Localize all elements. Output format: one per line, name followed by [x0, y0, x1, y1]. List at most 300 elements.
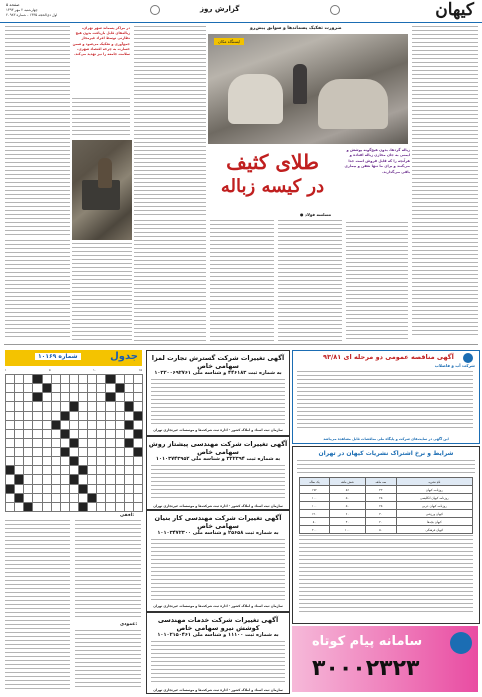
crossword-cell [125, 475, 134, 484]
crossword-title: جدول [110, 351, 138, 362]
crossword-cell [43, 384, 52, 393]
crossword-cell [33, 439, 42, 448]
sack-shape [228, 74, 283, 124]
crossword-cell [52, 439, 61, 448]
crossword-cell [116, 475, 125, 484]
crossword-cell [134, 421, 143, 430]
water-logo-icon [463, 353, 473, 363]
crossword-cell [15, 393, 24, 402]
crossword-cell [70, 485, 79, 494]
crossword-cell [106, 466, 115, 475]
main-photo [208, 34, 408, 144]
crossword-cell [33, 448, 42, 457]
rates-text [299, 535, 473, 615]
table-cell: ۴۳ [366, 486, 397, 494]
crossword-cell [6, 466, 15, 475]
table-row [300, 502, 473, 510]
table-row [300, 510, 473, 518]
table-cell: کیهان بچه‌ها [396, 518, 472, 526]
ad-footer: سازمان ثبت اسناد و املاک کشور - اداره ثبت شرکت‌ها و موسسات غیرتجاری تهران [153, 604, 283, 608]
crossword-cell [88, 448, 97, 457]
rates-text [297, 460, 475, 474]
crossword-cell [6, 375, 15, 384]
crossword-cell [33, 475, 42, 484]
crossword-cell [97, 375, 106, 384]
sack-shape [318, 79, 388, 129]
dumpster-photo [72, 140, 132, 240]
ad-subtitle: به شماره ثبت ۳۲۲۳۹۴ و شناسه ملی ۱۰۱۰۳۷۴۳۹۵۲ [155, 456, 281, 462]
crossword-cell [134, 412, 143, 421]
crossword-cell [97, 439, 106, 448]
crossword-cell [97, 393, 106, 402]
table-header-row [300, 478, 473, 486]
crossword-banner [5, 350, 142, 366]
banner-text: سامانه پیام کوتاه [312, 634, 423, 649]
crossword-cell [6, 457, 15, 466]
crossword-cell [106, 494, 115, 503]
crossword-cell [79, 375, 88, 384]
ad-title: آگهی تغییرات شرکت مهندسی پیشتاز روش سهامی خاص [148, 440, 288, 456]
crossword-cell [134, 384, 143, 393]
clues-text [75, 630, 141, 690]
photo-badge: ایستگاه مکان [214, 38, 244, 45]
crossword-cell [70, 457, 79, 466]
divider [4, 344, 478, 345]
highlight-box [72, 26, 130, 96]
table-header-cell: یک ساله [300, 478, 330, 486]
crossword-cell [116, 494, 125, 503]
tender-text [297, 371, 473, 431]
crossword-cell [61, 384, 70, 393]
crossword-cell [24, 485, 33, 494]
table-cell: ۱۰۰ [300, 502, 330, 510]
crossword-cell [6, 384, 15, 393]
crossword-cell [134, 393, 143, 402]
crossword-cell [88, 384, 97, 393]
col-number: ۱۵ [138, 368, 142, 372]
crossword-cell [15, 475, 24, 484]
crossword-cell [125, 448, 134, 457]
table-cell: ۲۵ [366, 494, 397, 502]
crossword-cell [24, 375, 33, 384]
crossword-cell [116, 384, 125, 393]
crossword-cell [61, 448, 70, 457]
crossword-cell [33, 384, 42, 393]
table-header-cell: نام نشریه [396, 478, 472, 486]
ad-text [151, 465, 285, 501]
table-cell: روزنامه کیهان [396, 486, 472, 494]
crossword-cell [88, 439, 97, 448]
ad-subtitle: به شماره ثبت ۲۵۶۵۸ و شناسه ملی ۱۰۱۰۳۴۷۲۳۰۰ [157, 530, 279, 536]
crossword-cell [79, 475, 88, 484]
crossword-cell [33, 457, 42, 466]
ad-footer: سازمان ثبت اسناد و املاک کشور - اداره ثبت شرکت‌ها و موسسات غیرتجاری تهران [153, 688, 283, 692]
crossword-cell [134, 494, 143, 503]
crossword-cell [70, 402, 79, 411]
crossword-cell [43, 402, 52, 411]
table-cell: ۴۰ [329, 518, 365, 526]
highlight-text: در مراکز پسماند شهر تهران، زباله‌های قابل بازیافت بدون هیچ نظارتی توسط افراد غیرمجاز جمع‌آوری و تفکیک می‌شود و ضمن خسارت به چرخه اقتصاد شهری، سلامت جامعه را نیز تهدید می‌کند. [72, 26, 130, 57]
crossword-cell [52, 503, 61, 512]
table-row [300, 486, 473, 494]
crossword-cell [134, 375, 143, 384]
crossword-cell [61, 375, 70, 384]
crossword-cell [70, 494, 79, 503]
table-cell: ۲۵ [366, 502, 397, 510]
compass-icon [150, 5, 160, 15]
banner-number: ۳۰۰۰۲۳۲۳ [312, 656, 420, 681]
crossword-cell [97, 475, 106, 484]
crossword-cell [106, 412, 115, 421]
page-number: صفحه ۵ [6, 2, 20, 7]
crossword-cell [97, 402, 106, 411]
table-cell: ۲۰۰ [300, 526, 330, 534]
crossword-cell [125, 485, 134, 494]
crossword-cell [6, 430, 15, 439]
crossword-cell [15, 457, 24, 466]
table-cell: ۸۰ [300, 518, 330, 526]
col-number: ۱۰ [93, 368, 97, 372]
issue-line: اول ذی‌الحجه ۱۴۳۵ - شماره ۲۰۹۸۳ [6, 13, 58, 17]
table-cell: ۱۰۰ [329, 526, 365, 534]
crossword-cell [15, 384, 24, 393]
clues-text [75, 520, 141, 620]
crossword-numbers [5, 368, 142, 373]
table-cell: ۸۶ [329, 486, 365, 494]
crossword-cell [97, 503, 106, 512]
headline-line1: طلای کثیف [226, 150, 319, 174]
crossword-cell [88, 475, 97, 484]
pull-quote [340, 148, 410, 218]
crossword-cell [116, 412, 125, 421]
crossword-cell [61, 412, 70, 421]
crossword-cell [24, 412, 33, 421]
rates-box [292, 446, 480, 624]
crossword-cell [97, 384, 106, 393]
crossword-cell [24, 402, 33, 411]
crossword-cell [61, 503, 70, 512]
crossword-cell [52, 485, 61, 494]
crossword-cell [15, 503, 24, 512]
tender-org: شرکت آب و فاضلاب [434, 363, 475, 368]
text-column [134, 220, 206, 342]
crossword-cell [61, 439, 70, 448]
crossword-cell [106, 430, 115, 439]
crossword-cell [79, 448, 88, 457]
table-cell: کیهان ورزشی [396, 510, 472, 518]
logo-icon [450, 632, 472, 654]
byline: ● مسلسه فولاد [300, 212, 332, 217]
ad-footer: سازمان ثبت اسناد و املاک کشور - اداره ثبت شرکت‌ها و موسسات غیرتجاری تهران [153, 428, 283, 432]
pull-quote-text: زباله گردها، بدون هیچ‌گونه پوشش و ایمنی به جان مخازن زباله افتاده و هرآنچه را که قابل فروش است جدا می‌کنند و برای ما تنها تعفن و بیماری باقی می‌گذارند. [344, 148, 410, 174]
crossword-cell [97, 430, 106, 439]
crossword-cell [43, 412, 52, 421]
clues-text [5, 520, 70, 690]
crossword-cell [6, 503, 15, 512]
crossword-cell [70, 466, 79, 475]
crossword-cell [15, 439, 24, 448]
crossword-cell [70, 430, 79, 439]
crossword-cell [61, 393, 70, 402]
crossword-cell [79, 466, 88, 475]
crossword-cell [125, 412, 134, 421]
crossword-cell [97, 494, 106, 503]
ad-title: آگهی تغییرات شرکت گسترش تجارت لمزا سهامی خاص [151, 354, 285, 370]
rates-table [299, 477, 473, 534]
crossword-cell [88, 421, 97, 430]
crossword-cell [125, 393, 134, 402]
crossword-cell [43, 494, 52, 503]
crossword-cell [43, 448, 52, 457]
crossword-cell [97, 421, 106, 430]
crossword-cell [52, 421, 61, 430]
crossword-cell [6, 402, 15, 411]
crossword-cell [6, 393, 15, 402]
crossword-cell [106, 503, 115, 512]
crossword-cell [125, 421, 134, 430]
crossword-cell [116, 448, 125, 457]
crossword-cell [52, 448, 61, 457]
logo: کیهان [435, 0, 474, 20]
table-cell: ۵۰ [366, 526, 397, 534]
crossword-number: شماره ۱۰۱۶۹ [35, 353, 81, 360]
crossword-cell [24, 430, 33, 439]
crossword-cell [116, 503, 125, 512]
crossword-cell [88, 466, 97, 475]
crossword-cell [70, 503, 79, 512]
ad-footer: سازمان ثبت اسناد و املاک کشور - اداره ثبت شرکت‌ها و موسسات غیرتجاری تهران [153, 504, 283, 508]
crossword-cell [125, 430, 134, 439]
crossword-cell [15, 466, 24, 475]
crossword-cell [125, 457, 134, 466]
crossword-cell [79, 384, 88, 393]
ad-box [146, 612, 290, 694]
crossword-cell [79, 503, 88, 512]
table-row [300, 526, 473, 534]
crossword-cell [24, 475, 33, 484]
ad-text [151, 379, 285, 425]
tender-note: این آگهی در سایت‌های شرکت و پایگاه ملی مناقصات قابل مشاهده می‌باشد [323, 437, 449, 441]
crossword-cell [52, 466, 61, 475]
table-cell: ۲۰ [366, 518, 397, 526]
crossword-cell [79, 402, 88, 411]
crossword-cell [15, 402, 24, 411]
crossword-cell [79, 393, 88, 402]
crossword-cell [88, 412, 97, 421]
crossword-cell [134, 402, 143, 411]
crossword-cell [61, 402, 70, 411]
ad-title: آگهی تغییرات شرکت مهندسی کار بنیان سهامی خاص [154, 514, 282, 530]
table-cell: ۵۰ [329, 502, 365, 510]
article-kicker: ضرورت تفکیک پسماندها و سوابق پیش‌رو [250, 26, 342, 31]
crossword-cell [116, 485, 125, 494]
crossword-cell [33, 421, 42, 430]
crossword-cell [125, 375, 134, 384]
crossword-cell [33, 466, 42, 475]
text-column [134, 26, 206, 216]
text-column [346, 222, 408, 342]
crossword-cell [116, 439, 125, 448]
crossword-cell [125, 439, 134, 448]
text-column [5, 240, 70, 340]
crossword-cell [97, 448, 106, 457]
crossword-cell [6, 421, 15, 430]
crossword-cell [134, 503, 143, 512]
crossword-cell [88, 503, 97, 512]
crossword-cell [43, 393, 52, 402]
crossword-cell [15, 494, 24, 503]
crossword-cell [6, 475, 15, 484]
crossword-cell [116, 466, 125, 475]
crossword-cell [6, 494, 15, 503]
crossword-cell [24, 494, 33, 503]
crossword-cell [79, 494, 88, 503]
crossword-cell [15, 430, 24, 439]
crossword-cell [116, 457, 125, 466]
sms-banner [292, 626, 478, 692]
crossword-cell [106, 485, 115, 494]
crossword-cell [33, 412, 42, 421]
table-cell: ۱۰۰ [300, 494, 330, 502]
crossword-cell [97, 466, 106, 475]
crossword-cell [43, 430, 52, 439]
crossword-cell [33, 402, 42, 411]
crossword-cell [33, 494, 42, 503]
ad-box [146, 510, 290, 612]
crossword-cell [52, 430, 61, 439]
crossword-cell [43, 457, 52, 466]
crossword-cell [43, 466, 52, 475]
crossword-cell [134, 457, 143, 466]
crossword-cell [116, 402, 125, 411]
section-title: گزارش روز [200, 5, 240, 13]
tender-ad [292, 350, 480, 444]
table-cell: ۶۰ [329, 510, 365, 518]
crossword-cell [134, 439, 143, 448]
down-label: عمودی: [120, 622, 138, 627]
table-header-cell: سه ماهه [366, 478, 397, 486]
crossword-cell [15, 412, 24, 421]
crossword-cell [6, 439, 15, 448]
crossword-cell [15, 485, 24, 494]
crossword-cell [15, 421, 24, 430]
crossword-grid [5, 374, 143, 512]
crossword-cell [88, 457, 97, 466]
crossword-cell [88, 430, 97, 439]
crossword-cell [61, 466, 70, 475]
crossword-cell [97, 412, 106, 421]
crossword-cell [106, 375, 115, 384]
crossword-cell [79, 439, 88, 448]
table-cell: کیهان فرهنگی [396, 526, 472, 534]
crossword-cell [15, 375, 24, 384]
crossword-cell [116, 375, 125, 384]
date-line: چهارشنبه ۲ مهر ۱۳۹۳ [6, 8, 38, 12]
crossword-cell [134, 466, 143, 475]
crossword-cell [33, 503, 42, 512]
crossword-cell [61, 421, 70, 430]
crossword-cell [70, 412, 79, 421]
crossword-cell [61, 430, 70, 439]
crossword-cell [24, 448, 33, 457]
tender-title: آگهی مناقصه عمومی دو مرحله ای ۹۳/۸۱ [323, 353, 454, 361]
crossword-cell [33, 375, 42, 384]
crossword-cell [116, 393, 125, 402]
crossword-cell [52, 475, 61, 484]
text-column [412, 26, 478, 336]
crossword-cell [52, 393, 61, 402]
crossword-cell [88, 393, 97, 402]
crossword-cell [97, 457, 106, 466]
person-shape [98, 158, 112, 188]
crossword-cell [61, 494, 70, 503]
crossword-cell [79, 421, 88, 430]
crossword-cell [70, 393, 79, 402]
crossword-cell [116, 430, 125, 439]
compass-icon [330, 5, 340, 15]
crossword-cell [70, 475, 79, 484]
crossword-cell [79, 412, 88, 421]
crossword-cell [106, 475, 115, 484]
ad-box [146, 436, 290, 510]
crossword-cell [52, 384, 61, 393]
crossword-cell [43, 475, 52, 484]
crossword-cell [43, 421, 52, 430]
table-cell: روزنامه کیهان انگلیسی [396, 494, 472, 502]
crossword-cell [125, 466, 134, 475]
crossword-cell [33, 485, 42, 494]
crossword-cell [61, 485, 70, 494]
text-column [72, 243, 132, 340]
crossword-cell [24, 503, 33, 512]
crossword-cell [15, 448, 24, 457]
crossword-cell [43, 439, 52, 448]
crossword-cell [106, 457, 115, 466]
crossword-cell [134, 448, 143, 457]
col-number: ۵ [49, 368, 51, 372]
crossword-cell [52, 494, 61, 503]
table-row [300, 518, 473, 526]
crossword-cell [88, 375, 97, 384]
crossword-cell [61, 475, 70, 484]
crossword-cell [88, 494, 97, 503]
crossword-cell [70, 421, 79, 430]
crossword-cell [70, 439, 79, 448]
crossword-cell [52, 402, 61, 411]
crossword-cell [88, 402, 97, 411]
crossword-cell [70, 448, 79, 457]
ad-subtitle: به شماره ثبت ۴۴۶۱۸۳ و شناسه ملی ۱۰۳۲۰۰۶۹۲۷۶۱ [154, 370, 282, 376]
text-column [278, 220, 342, 342]
table-row [300, 494, 473, 502]
crossword-cell [116, 421, 125, 430]
text-column [5, 26, 70, 236]
across-label: افقی: [120, 513, 135, 518]
crossword-cell [43, 485, 52, 494]
crossword-cell [97, 485, 106, 494]
rates-title: شرایط و نرخ اشتراک نشریات کیهان در تهران [318, 450, 454, 457]
crossword-cell [106, 421, 115, 430]
col-number: ۱ [5, 368, 7, 372]
crossword-cell [70, 384, 79, 393]
page-header [0, 0, 482, 23]
crossword-cell [52, 375, 61, 384]
crossword-cell [33, 393, 42, 402]
crossword-cell [6, 448, 15, 457]
text-column [210, 220, 274, 342]
ad-subtitle: به شماره ثبت ۱۱۱۰۰ و شناسه ملی ۱۰۱۰۲۱۵۰۴۶۱ [157, 632, 279, 638]
headline-line2: در کیسه زباله [220, 176, 325, 197]
